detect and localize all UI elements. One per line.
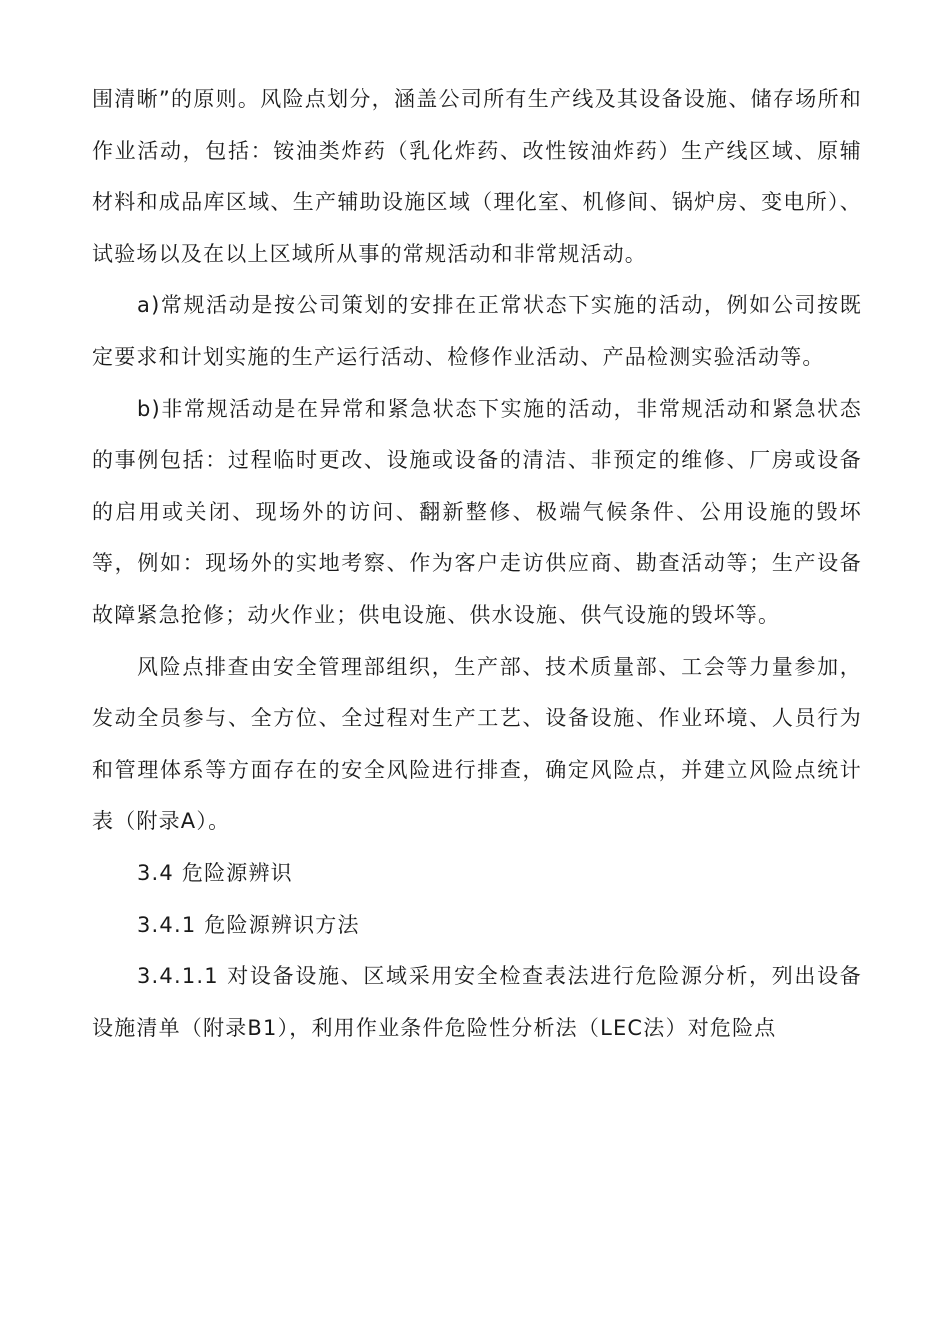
paragraph-routine-activities: a)常规活动是按公司策划的安排在正常状态下实施的活动，例如公司按既定要求和计划实施的生产运行活动、检修作业活动、产品检测实验活动等。 bbox=[92, 293, 862, 369]
paragraph-non-routine-activities: b)非常规活动是在异常和紧急状态下实施的活动，非常规活动和紧急状态的事例包括：过程临时更改、设施或设备的清洁、非预定的维修、厂房或设备的启用或关闭、现场外的访问、翻新整修、极端气候条件、公用设施的毁坏等，例如：现场外的实地考察、作为客户走访供应商、勘查活动等；生产设备故障紧急抢修；动火作业；供电设施、供水设施、供气设施的毁坏等。 bbox=[92, 396, 862, 627]
section-heading-hazard-identification: 3.4 危险源辨识 bbox=[137, 860, 293, 885]
subsection-heading-identification-methods: 3.4.1 危险源辨识方法 bbox=[137, 912, 360, 937]
paragraph-risk-point-investigation: 风险点排查由安全管理部组织，生产部、技术质量部、工会等力量参加，发动全员参与、全方位、全过程对生产工艺、设备设施、作业环境、人员行为和管理体系等方面存在的安全风险进行排查，确定风险点，并建立风险点统计表（附录A）。 bbox=[92, 654, 862, 834]
paragraph-risk-point-division: 围清晰”的原则。风险点划分，涵盖公司所有生产线及其设备设施、储存场所和作业活动，包括：铵油类炸药（乳化炸药、改性铵油炸药）生产线区域、原辅材料和成品库区域、生产辅助设施区域（理化室、机修间、锅炉房、变电所）、试验场以及在以上区域所从事的常规活动和非常规活动。 bbox=[92, 87, 862, 266]
document-body bbox=[92, 74, 862, 1054]
paragraph-clause-3-4-1-1: 3.4.1.1 对设备设施、区域采用安全检查表法进行危险源分析，列出设备设施清单（附录B1），利用作业条件危险性分析法（LEC法）对危险点 bbox=[92, 964, 862, 1040]
